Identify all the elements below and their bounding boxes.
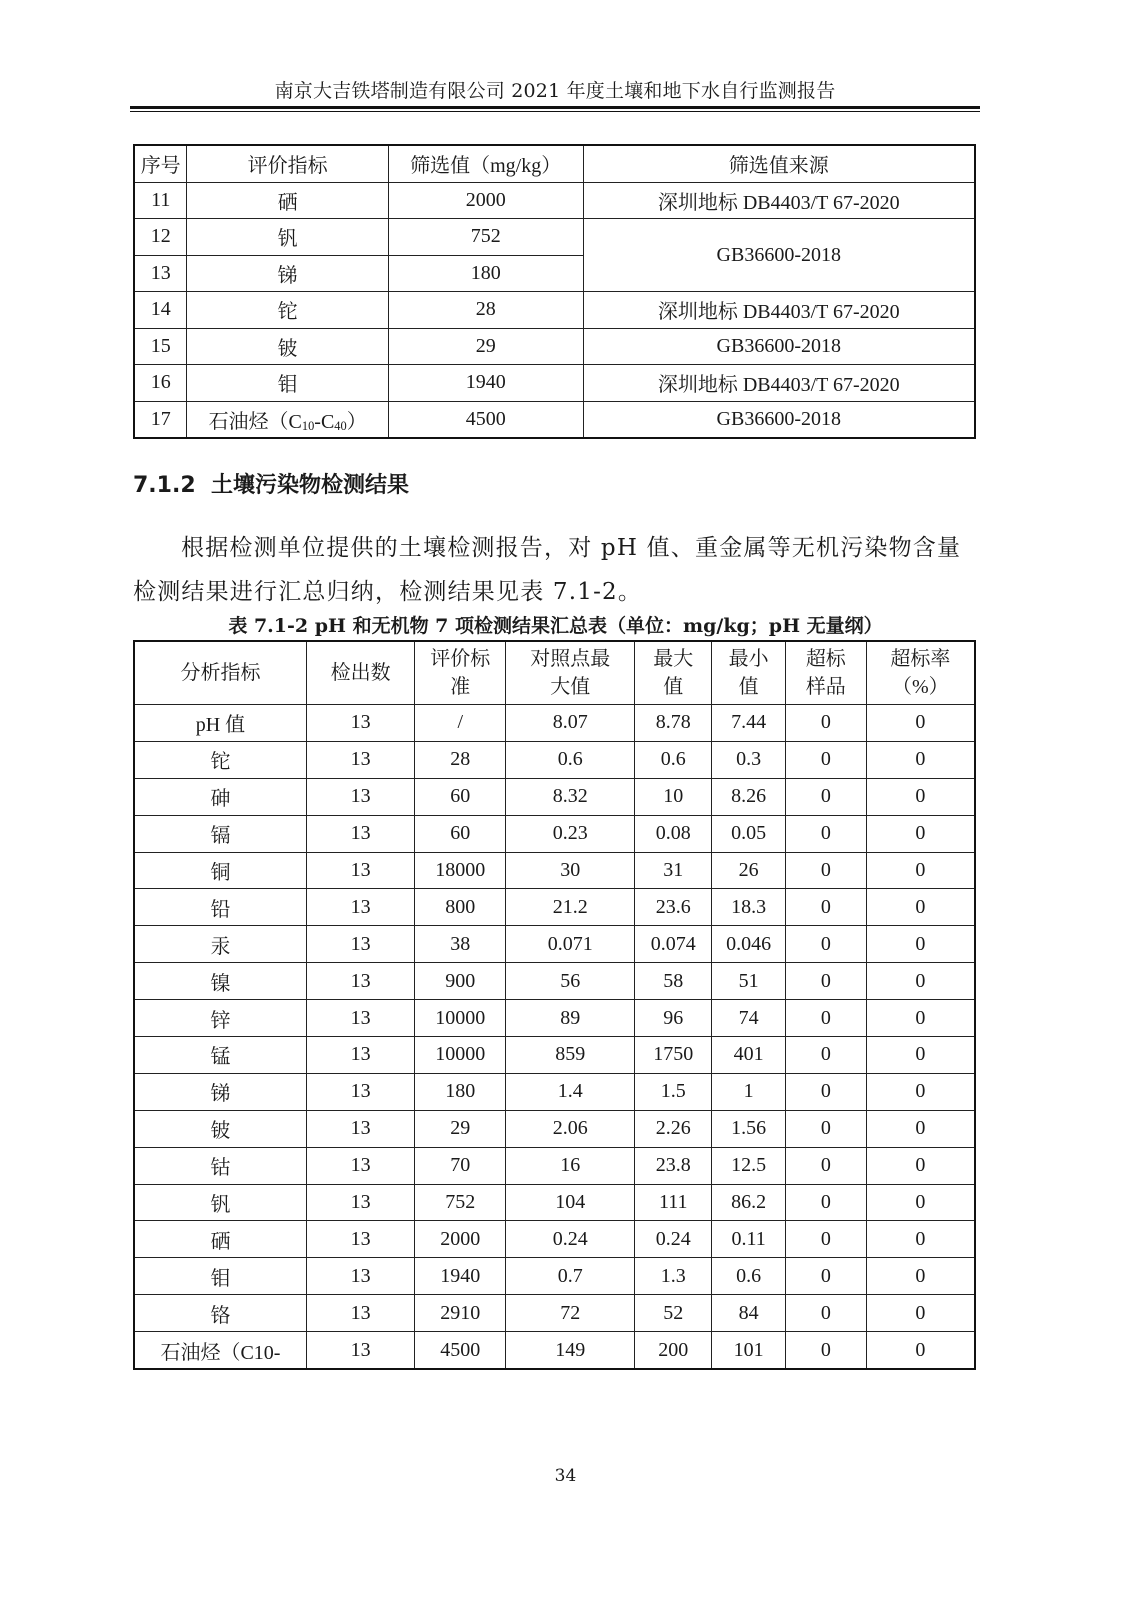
cell-min-value: 1.56 xyxy=(712,1110,786,1147)
cell-detected-count: 13 xyxy=(306,741,414,778)
cell-max-value: 1.5 xyxy=(635,1073,712,1110)
cell-detected-count: 13 xyxy=(306,1332,414,1369)
cell-min-value: 0.3 xyxy=(712,741,786,778)
cell-exceeding-samples: 0 xyxy=(785,1258,866,1295)
header-line-1: 最小 xyxy=(728,648,769,670)
table-row xyxy=(134,1221,975,1258)
cell-exceeding-samples: 0 xyxy=(785,778,866,815)
cell-exceeding-rate: 0 xyxy=(866,1000,975,1037)
cell-indicator: 钼 xyxy=(187,365,388,402)
cell-control-max: 89 xyxy=(506,1000,635,1037)
cell-no: 15 xyxy=(134,328,187,365)
cell-evaluation-standard: 2000 xyxy=(415,1221,506,1258)
cell-analysis-indicator: 锑 xyxy=(134,1073,306,1110)
cell-evaluation-standard: 10000 xyxy=(415,1000,506,1037)
cell-evaluation-standard: 800 xyxy=(415,889,506,926)
col-header-source: 筛选值来源 xyxy=(583,145,975,182)
cell-detected-count: 13 xyxy=(306,1000,414,1037)
cell-detected-count: 13 xyxy=(306,1221,414,1258)
cell-min-value: 51 xyxy=(712,963,786,1000)
cell-exceeding-rate: 0 xyxy=(866,741,975,778)
header-line-1: 检出数 xyxy=(330,662,391,684)
cell-evaluation-standard: 180 xyxy=(415,1073,506,1110)
cell-analysis-indicator: 镍 xyxy=(134,963,306,1000)
cell-evaluation-standard: 900 xyxy=(415,963,506,1000)
cell-control-max: 8.07 xyxy=(506,705,635,742)
cell-analysis-indicator: 铜 xyxy=(134,852,306,889)
col-header-screening-value: 筛选值（mg/kg） xyxy=(388,145,583,182)
cell-exceeding-rate: 0 xyxy=(866,815,975,852)
cell-exceeding-rate: 0 xyxy=(866,1221,975,1258)
cell-detected-count: 13 xyxy=(306,963,414,1000)
cell-analysis-indicator: 铍 xyxy=(134,1110,306,1147)
cell-max-value: 0.074 xyxy=(635,926,712,963)
cell-value: 180 xyxy=(388,255,583,292)
table-row xyxy=(134,1037,975,1074)
cell-source: 深圳地标 DB4403/T 67-2020 xyxy=(583,182,975,219)
cell-exceeding-samples: 0 xyxy=(785,1332,866,1369)
cell-exceeding-samples: 0 xyxy=(785,1037,866,1074)
cell-exceeding-samples: 0 xyxy=(785,1147,866,1184)
col-header-control-max xyxy=(506,641,635,705)
cell-no: 17 xyxy=(134,401,187,438)
cell-exceeding-rate: 0 xyxy=(866,1073,975,1110)
header-line-2: 样品 xyxy=(805,676,846,698)
cell-control-max: 8.32 xyxy=(506,778,635,815)
cell-value: 1940 xyxy=(388,365,583,402)
cell-min-value: 84 xyxy=(712,1295,786,1332)
cell-evaluation-standard: 1940 xyxy=(415,1258,506,1295)
cell-max-value: 10 xyxy=(635,778,712,815)
table-row xyxy=(134,815,975,852)
cell-exceeding-samples: 0 xyxy=(785,1073,866,1110)
cell-indicator: 钒 xyxy=(187,219,388,256)
table-row xyxy=(134,401,975,438)
cell-min-value: 26 xyxy=(712,852,786,889)
table-row xyxy=(134,219,975,256)
cell-no: 16 xyxy=(134,365,187,402)
table-row xyxy=(134,1000,975,1037)
cell-evaluation-standard: 29 xyxy=(415,1110,506,1147)
cell-no: 12 xyxy=(134,219,187,256)
cell-exceeding-samples: 0 xyxy=(785,963,866,1000)
indicator-suffix: ） xyxy=(346,410,367,433)
cell-indicator: 锑 xyxy=(187,255,388,292)
cell-max-value: 8.78 xyxy=(635,705,712,742)
cell-min-value: 7.44 xyxy=(712,705,786,742)
results-summary-table xyxy=(133,640,976,1370)
cell-source: 深圳地标 DB4403/T 67-2020 xyxy=(583,292,975,329)
screening-values-table xyxy=(133,144,976,439)
cell-max-value: 200 xyxy=(635,1332,712,1369)
cell-evaluation-standard: 752 xyxy=(415,1184,506,1221)
cell-exceeding-samples: 0 xyxy=(785,926,866,963)
cell-exceeding-rate: 0 xyxy=(866,852,975,889)
col-header-max-value xyxy=(635,641,712,705)
cell-min-value: 74 xyxy=(712,1000,786,1037)
cell-control-max: 859 xyxy=(506,1037,635,1074)
cell-exceeding-samples: 0 xyxy=(785,815,866,852)
header-line-2: 值 xyxy=(663,676,684,698)
cell-value: 4500 xyxy=(388,401,583,438)
col-header-no: 序号 xyxy=(134,145,187,182)
cell-exceeding-rate: 0 xyxy=(866,926,975,963)
cell-detected-count: 13 xyxy=(306,815,414,852)
cell-source: GB36600-2018 xyxy=(583,401,975,438)
table-row xyxy=(134,1110,975,1147)
header-line-1: 超标 xyxy=(805,648,846,670)
cell-analysis-indicator: 钼 xyxy=(134,1258,306,1295)
cell-exceeding-samples: 0 xyxy=(785,1184,866,1221)
cell-analysis-indicator: 汞 xyxy=(134,926,306,963)
col-header-evaluation-standard xyxy=(415,641,506,705)
subscript-10: 10 xyxy=(301,418,315,433)
section-title: 土壤污染物检测结果 xyxy=(211,473,410,498)
header-line-2: 大值 xyxy=(550,676,591,698)
col-header-exceeding-rate xyxy=(866,641,975,705)
cell-exceeding-rate: 0 xyxy=(866,963,975,1000)
header-line-2: 准 xyxy=(450,676,471,698)
table-row xyxy=(134,1073,975,1110)
cell-exceeding-rate: 0 xyxy=(866,705,975,742)
cell-min-value: 12.5 xyxy=(712,1147,786,1184)
body-paragraph: 根据检测单位提供的土壤检测报告，对 pH 值、重金属等无机污染物含量检测结果进行汇总归纳，检测结果见表 7.1-2。 xyxy=(133,535,962,605)
cell-exceeding-samples: 0 xyxy=(785,1295,866,1332)
cell-no: 14 xyxy=(134,292,187,329)
indicator-mid: -C xyxy=(314,410,335,433)
cell-control-max: 1.4 xyxy=(506,1073,635,1110)
cell-value: 28 xyxy=(388,292,583,329)
cell-detected-count: 13 xyxy=(306,1073,414,1110)
cell-max-value: 52 xyxy=(635,1295,712,1332)
cell-exceeding-samples: 0 xyxy=(785,889,866,926)
header-line-1: 对照点最 xyxy=(530,648,611,670)
cell-exceeding-rate: 0 xyxy=(866,1110,975,1147)
cell-evaluation-standard: 38 xyxy=(415,926,506,963)
cell-detected-count: 13 xyxy=(306,1037,414,1074)
cell-exceeding-rate: 0 xyxy=(866,1332,975,1369)
cell-analysis-indicator: pH 值 xyxy=(134,705,306,742)
table-row xyxy=(134,365,975,402)
table-row xyxy=(134,182,975,219)
table-row xyxy=(134,1147,975,1184)
cell-min-value: 0.11 xyxy=(712,1221,786,1258)
col-header-min-value xyxy=(712,641,786,705)
report-header-title: 南京大吉铁塔制造有限公司 2021 年度土壤和地下水自行监测报告 xyxy=(274,80,836,102)
cell-control-max: 0.7 xyxy=(506,1258,635,1295)
cell-max-value: 31 xyxy=(635,852,712,889)
cell-exceeding-samples: 0 xyxy=(785,741,866,778)
subscript-40: 40 xyxy=(334,418,347,433)
cell-control-max: 149 xyxy=(506,1332,635,1369)
section-heading xyxy=(133,468,409,499)
col-header-detected-count xyxy=(306,641,414,705)
header-line-1: 评价标 xyxy=(430,648,491,670)
cell-evaluation-standard: 70 xyxy=(415,1147,506,1184)
cell-exceeding-samples: 0 xyxy=(785,852,866,889)
cell-evaluation-standard: 60 xyxy=(415,778,506,815)
cell-exceeding-samples: 0 xyxy=(785,705,866,742)
table-row xyxy=(134,889,975,926)
header-line-2: （%） xyxy=(891,676,949,698)
cell-min-value: 0.05 xyxy=(712,815,786,852)
cell-exceeding-samples: 0 xyxy=(785,1221,866,1258)
cell-min-value: 0.6 xyxy=(712,1258,786,1295)
cell-detected-count: 13 xyxy=(306,1258,414,1295)
cell-analysis-indicator: 铅 xyxy=(134,889,306,926)
cell-min-value: 101 xyxy=(712,1332,786,1369)
cell-analysis-indicator: 锌 xyxy=(134,1000,306,1037)
cell-exceeding-rate: 0 xyxy=(866,889,975,926)
cell-max-value: 23.8 xyxy=(635,1147,712,1184)
cell-analysis-indicator: 硒 xyxy=(134,1221,306,1258)
cell-detected-count: 13 xyxy=(306,926,414,963)
cell-control-max: 16 xyxy=(506,1147,635,1184)
cell-indicator xyxy=(187,401,388,438)
cell-control-max: 104 xyxy=(506,1184,635,1221)
cell-exceeding-rate: 0 xyxy=(866,1147,975,1184)
cell-max-value: 0.6 xyxy=(635,741,712,778)
cell-max-value: 0.08 xyxy=(635,815,712,852)
header-line-1: 超标率 xyxy=(890,648,951,670)
cell-min-value: 8.26 xyxy=(712,778,786,815)
cell-analysis-indicator: 锰 xyxy=(134,1037,306,1074)
cell-value: 2000 xyxy=(388,182,583,219)
table-header-row xyxy=(134,145,975,182)
cell-no: 13 xyxy=(134,255,187,292)
table-row xyxy=(134,1184,975,1221)
cell-analysis-indicator: 钴 xyxy=(134,1147,306,1184)
cell-control-max: 72 xyxy=(506,1295,635,1332)
cell-max-value: 1750 xyxy=(635,1037,712,1074)
cell-detected-count: 13 xyxy=(306,889,414,926)
cell-indicator: 铊 xyxy=(187,292,388,329)
cell-control-max: 0.23 xyxy=(506,815,635,852)
cell-control-max: 0.6 xyxy=(506,741,635,778)
cell-exceeding-rate: 0 xyxy=(866,1184,975,1221)
cell-detected-count: 13 xyxy=(306,778,414,815)
cell-analysis-indicator: 砷 xyxy=(134,778,306,815)
cell-control-max: 56 xyxy=(506,963,635,1000)
cell-source: 深圳地标 DB4403/T 67-2020 xyxy=(583,365,975,402)
col-header-indicator: 评价指标 xyxy=(187,145,388,182)
cell-max-value: 58 xyxy=(635,963,712,1000)
cell-indicator: 硒 xyxy=(187,182,388,219)
col-header-analysis-indicator xyxy=(134,641,306,705)
cell-exceeding-rate: 0 xyxy=(866,1295,975,1332)
cell-value: 752 xyxy=(388,219,583,256)
table-row xyxy=(134,705,975,742)
table-caption: 表 7.1-2 pH 和无机物 7 项检测结果汇总表（单位：mg/kg；pH 无量纲） xyxy=(228,615,883,637)
table-row xyxy=(134,292,975,329)
cell-max-value: 96 xyxy=(635,1000,712,1037)
cell-detected-count: 13 xyxy=(306,1110,414,1147)
page-number: 34 xyxy=(554,1466,577,1486)
cell-max-value: 23.6 xyxy=(635,889,712,926)
header-divider-thick xyxy=(130,106,980,109)
cell-max-value: 0.24 xyxy=(635,1221,712,1258)
table-row xyxy=(134,741,975,778)
cell-max-value: 2.26 xyxy=(635,1110,712,1147)
cell-no: 11 xyxy=(134,182,187,219)
header-divider-thin xyxy=(130,111,980,112)
cell-analysis-indicator: 铊 xyxy=(134,741,306,778)
cell-detected-count: 13 xyxy=(306,1184,414,1221)
cell-control-max: 2.06 xyxy=(506,1110,635,1147)
section-number: 7.1.2 xyxy=(133,473,196,498)
cell-detected-count: 13 xyxy=(306,852,414,889)
cell-min-value: 18.3 xyxy=(712,889,786,926)
table-row xyxy=(134,1258,975,1295)
header-line-1: 最大 xyxy=(653,648,694,670)
cell-detected-count: 13 xyxy=(306,1295,414,1332)
cell-detected-count: 13 xyxy=(306,1147,414,1184)
cell-analysis-indicator: 石油烃（C10- xyxy=(134,1332,306,1369)
cell-evaluation-standard: 2910 xyxy=(415,1295,506,1332)
cell-exceeding-rate: 0 xyxy=(866,1037,975,1074)
table-row xyxy=(134,1332,975,1369)
cell-exceeding-samples: 0 xyxy=(785,1000,866,1037)
cell-evaluation-standard: 28 xyxy=(415,741,506,778)
cell-value: 29 xyxy=(388,328,583,365)
cell-exceeding-rate: 0 xyxy=(866,778,975,815)
cell-control-max: 30 xyxy=(506,852,635,889)
cell-indicator: 铍 xyxy=(187,328,388,365)
cell-min-value: 86.2 xyxy=(712,1184,786,1221)
cell-source-merged: GB36600-2018 xyxy=(583,219,975,292)
cell-min-value: 401 xyxy=(712,1037,786,1074)
cell-max-value: 111 xyxy=(635,1184,712,1221)
cell-exceeding-rate: 0 xyxy=(866,1258,975,1295)
indicator-prefix: 石油烃（C xyxy=(208,410,302,433)
table-header-row xyxy=(134,641,975,705)
header-line-2: 值 xyxy=(738,676,759,698)
cell-min-value: 0.046 xyxy=(712,926,786,963)
header-line-1: 分析指标 xyxy=(180,662,261,684)
cell-control-max: 0.24 xyxy=(506,1221,635,1258)
cell-evaluation-standard: 18000 xyxy=(415,852,506,889)
cell-detected-count: 13 xyxy=(306,705,414,742)
cell-control-max: 21.2 xyxy=(506,889,635,926)
cell-source: GB36600-2018 xyxy=(583,328,975,365)
table-row xyxy=(134,926,975,963)
table-row xyxy=(134,1295,975,1332)
table-row xyxy=(134,852,975,889)
col-header-exceeding-samples xyxy=(785,641,866,705)
cell-analysis-indicator: 铬 xyxy=(134,1295,306,1332)
table-row xyxy=(134,778,975,815)
table-row xyxy=(134,328,975,365)
cell-analysis-indicator: 镉 xyxy=(134,815,306,852)
cell-exceeding-samples: 0 xyxy=(785,1110,866,1147)
cell-evaluation-standard: 4500 xyxy=(415,1332,506,1369)
cell-evaluation-standard: 10000 xyxy=(415,1037,506,1074)
table-row xyxy=(134,963,975,1000)
cell-analysis-indicator: 钒 xyxy=(134,1184,306,1221)
cell-evaluation-standard: 60 xyxy=(415,815,506,852)
cell-evaluation-standard: / xyxy=(415,705,506,742)
cell-max-value: 1.3 xyxy=(635,1258,712,1295)
cell-control-max: 0.071 xyxy=(506,926,635,963)
cell-min-value: 1 xyxy=(712,1073,786,1110)
